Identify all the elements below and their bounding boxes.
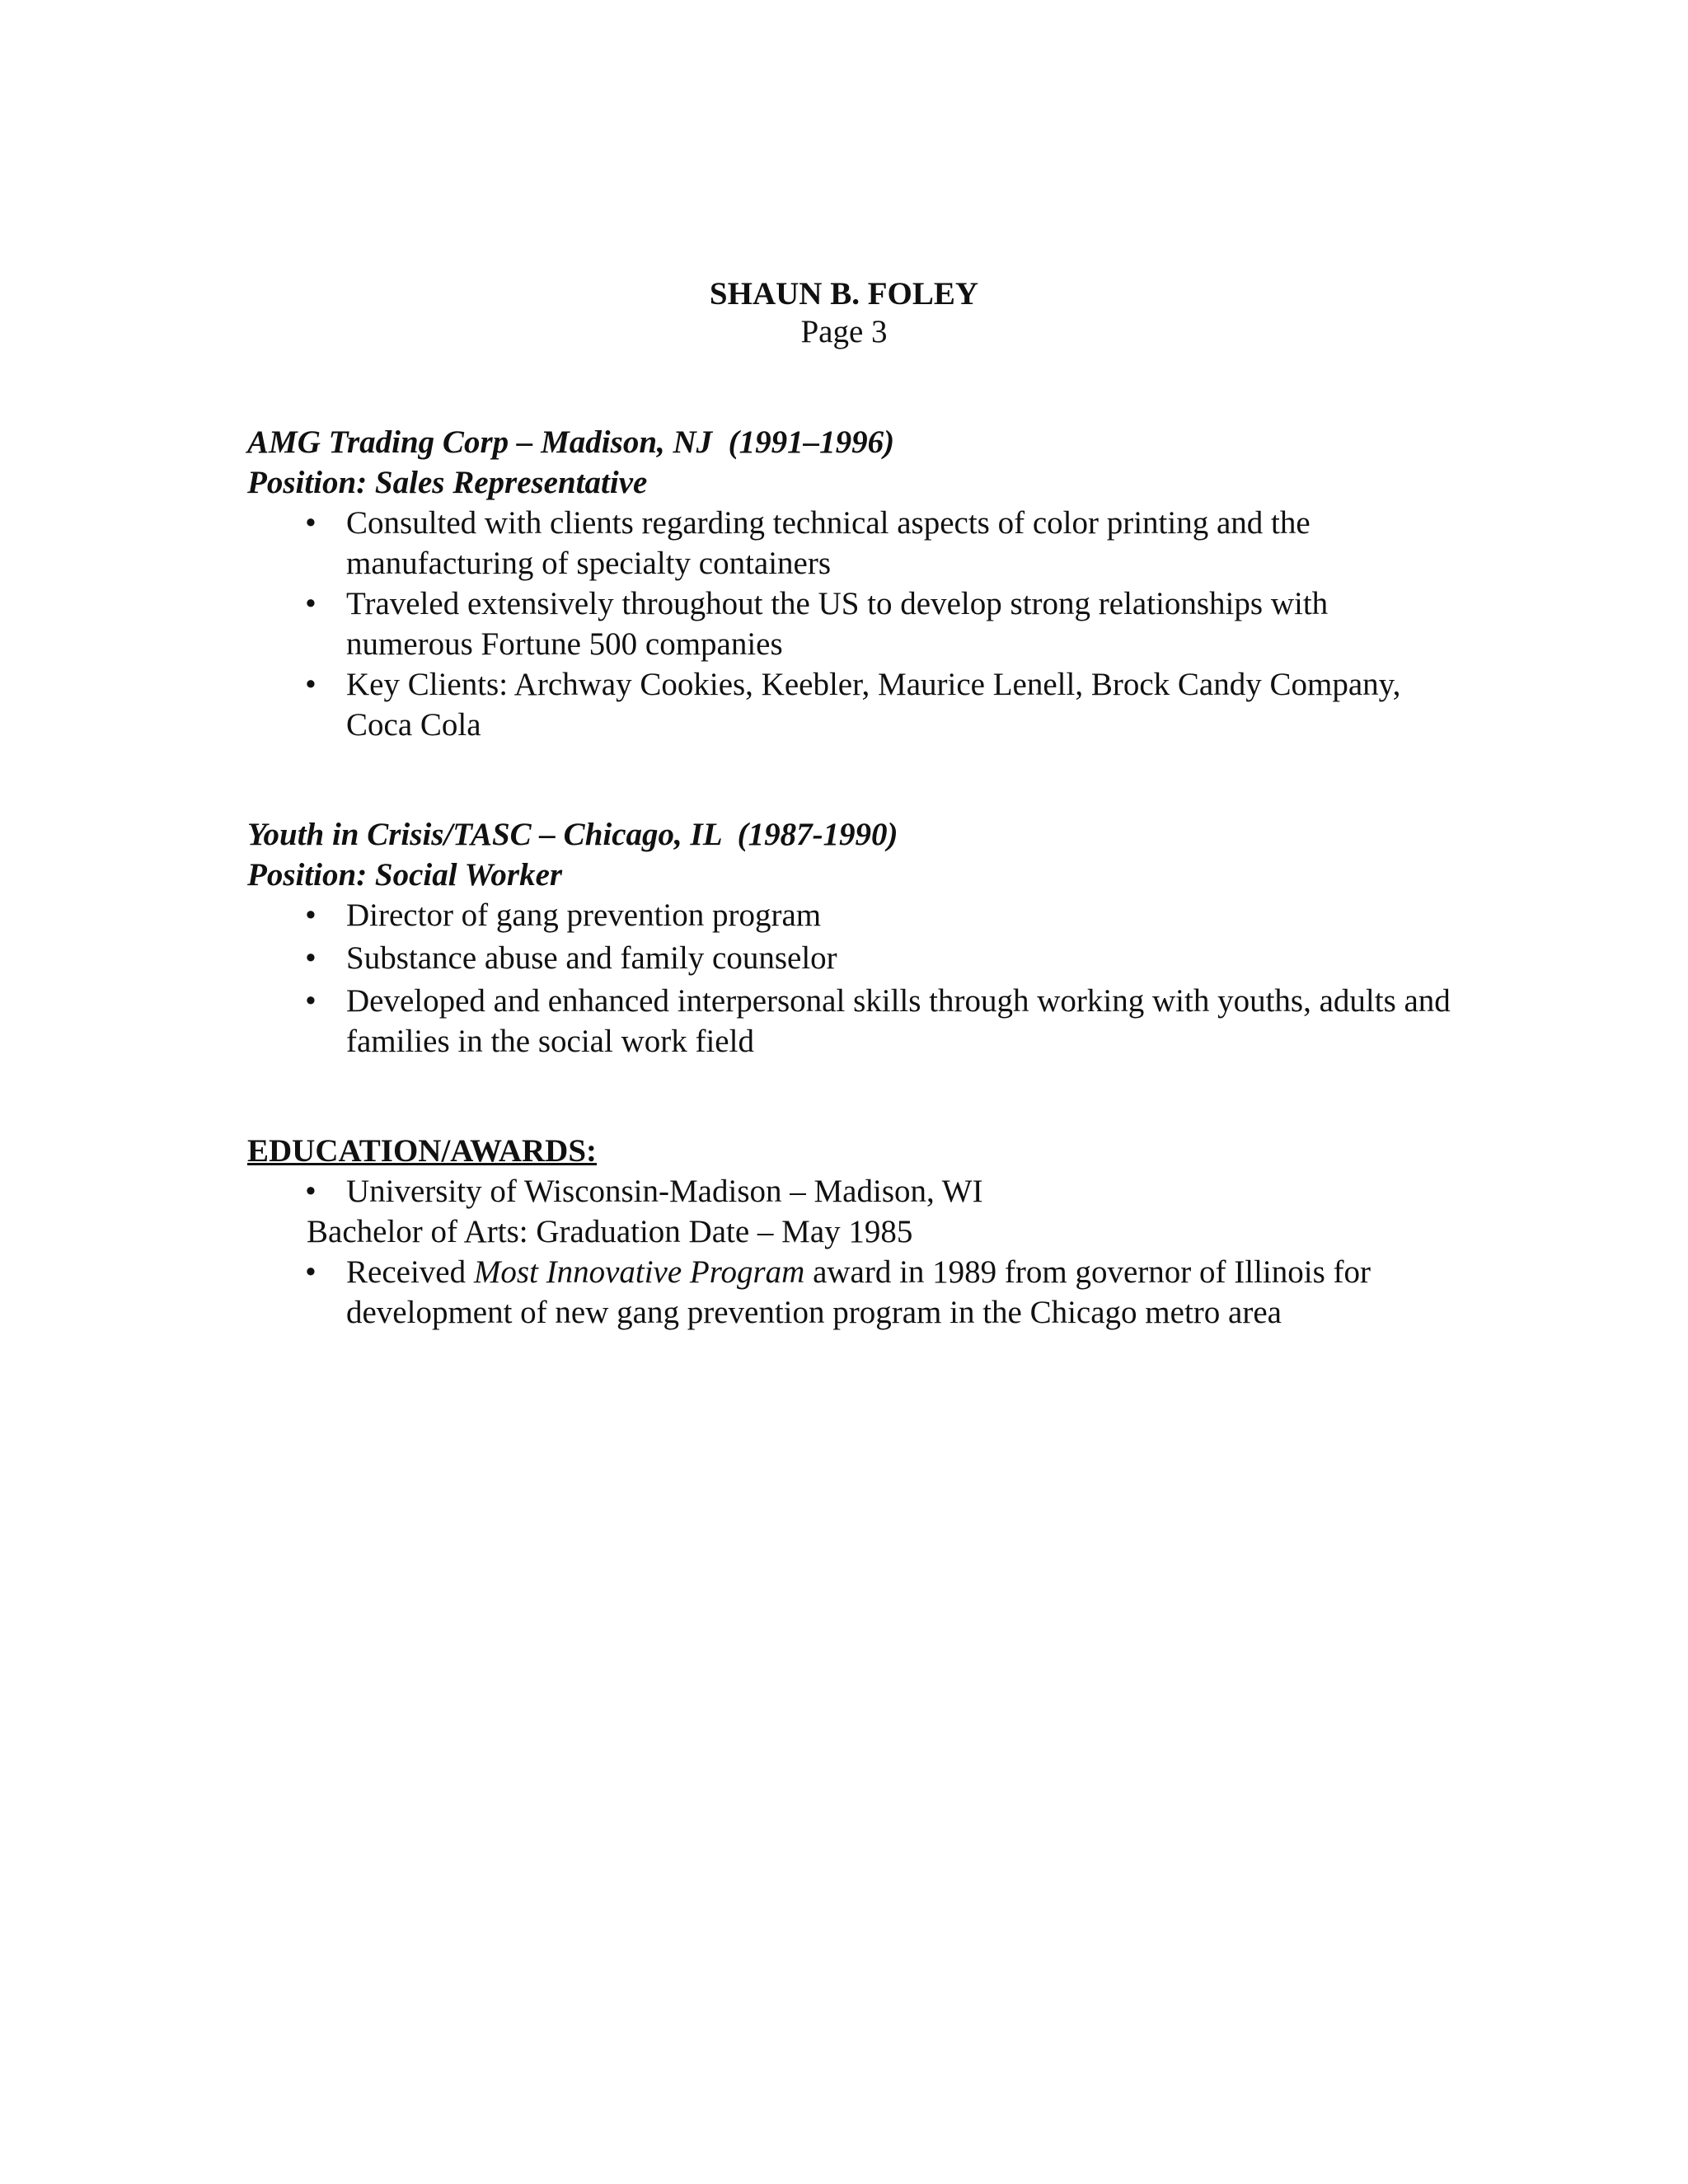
job-position: Position: Sales Representative — [247, 465, 648, 500]
job-bullets — [247, 895, 1451, 1062]
degree-line: Bachelor of Arts: Graduation Date – May 1985 — [307, 1214, 913, 1249]
award-suffix: award in 1989 from governor of Illinois for development of new gang prevention program in the Chicago metro area — [346, 1254, 1371, 1330]
education-bullets — [247, 1171, 1451, 1212]
bullet-text: Traveled extensively throughout the US to develop strong relationships with numerous Fortune 500 companies — [346, 586, 1329, 662]
education-section — [247, 1131, 1451, 1333]
section-heading: EDUCATION/AWARDS: — [247, 1133, 597, 1169]
job-bullets — [247, 503, 1451, 745]
bullet-text: Key Clients: Archway Cookies, Keebler, Maurice Lenell, Brock Candy Company, Coca Cola — [346, 667, 1401, 743]
award-name: Most Innovative Program — [473, 1254, 805, 1290]
award-text — [346, 1254, 1371, 1330]
bullet-icon: • — [305, 898, 316, 933]
page-number: Page 3 — [800, 314, 888, 349]
award-prefix: Received — [346, 1254, 474, 1290]
bullet-icon: • — [305, 1254, 316, 1290]
bullet-icon: • — [305, 1174, 316, 1209]
bullet-icon: • — [305, 505, 316, 541]
bullet-icon: • — [305, 586, 316, 621]
list-item — [247, 503, 1451, 583]
job-entry-youth-in-crisis — [247, 814, 1451, 1064]
bullet-text: Substance abuse and family counselor — [346, 940, 837, 976]
candidate-name: SHAUN B. FOLEY — [709, 276, 979, 312]
list-item — [247, 1171, 1451, 1212]
bullet-text: Developed and enhanced interpersonal skills through working with youths, adults and families in the social work field — [346, 983, 1451, 1059]
list-item — [247, 938, 1451, 978]
bullet-icon: • — [305, 667, 316, 702]
list-item — [247, 895, 1451, 935]
bullet-icon: • — [305, 983, 316, 1019]
award-bullets — [247, 1252, 1451, 1333]
job-entry-amg — [247, 422, 1451, 745]
school-name: University of Wisconsin-Madison – Madison, WI — [346, 1174, 983, 1209]
bullet-text: Director of gang prevention program — [346, 898, 822, 933]
job-position: Position: Social Worker — [247, 857, 563, 893]
bullet-text: Consulted with clients regarding technical aspects of color printing and the manufacturing of specialty containers — [346, 505, 1311, 581]
list-item — [247, 981, 1451, 1062]
job-title: Youth in Crisis/TASC – Chicago, IL (1987-1990) — [247, 817, 898, 852]
bullet-icon: • — [305, 940, 316, 976]
list-item — [247, 1252, 1451, 1333]
job-title: AMG Trading Corp – Madison, NJ (1991–1996) — [247, 424, 895, 460]
list-item — [247, 664, 1451, 745]
list-item — [247, 583, 1451, 664]
